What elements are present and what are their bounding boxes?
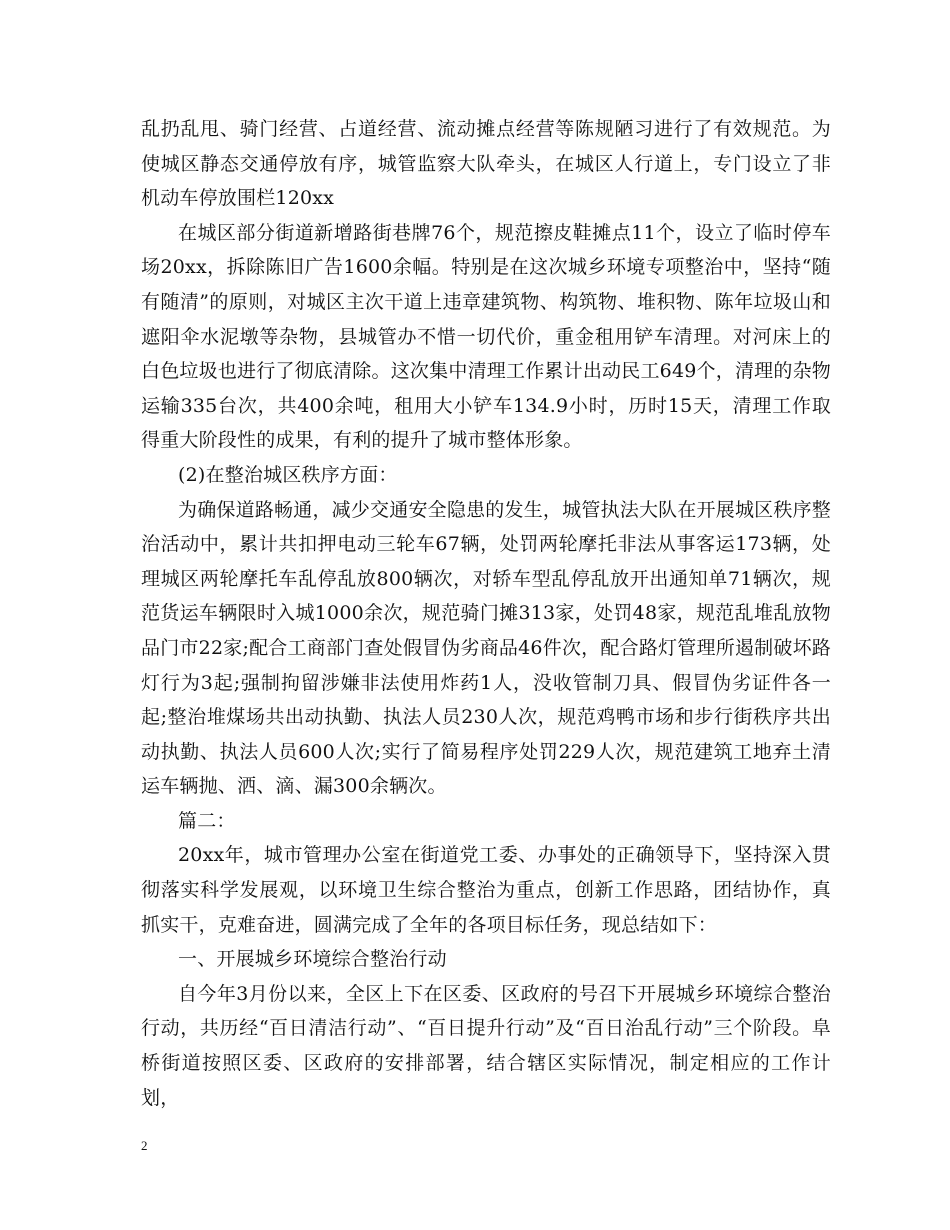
page-number: 2 xyxy=(141,1138,148,1153)
document-body xyxy=(141,112,831,1115)
article-heading-part-two: 篇二： xyxy=(178,809,236,832)
paragraph-environment-action: 自今年3月份以来，全区上下在区委、区政府的号召下开展城乡环境综合整治行动，共历经“百日清洁行动”、“百日提升行动”及“百日治乱行动”三个阶段。阜桥街道按照区委、区政府的安排部署，结合辖区实际情况，制定相应的工作计划， xyxy=(141,982,831,1109)
section-heading-city-order: (2)在整治城区秩序方面： xyxy=(178,463,398,486)
paragraph-traffic-safety: 为确保道路畅通，减少交通安全隐患的发生，城管执法大队在开展城区秩序整治活动中，累计共扣押电动三轮车67辆，处罚两轮摩托非法从事客运173辆，处理城区两轮摩托车乱停乱放800辆次，对轿车型乱停乱放开出通知单71辆次，规范货运车辆限时入城1000余次，规范骑门摊313家，处罚48家，规范乱堆乱放物品门市22家;配合工商部门查处假冒伪劣商品46件次，配合路灯管理所遏制破坏路灯行为3起;强制拘留涉嫌非法使用炸药1人，没收管制刀具、假冒伪劣证件各一起;整治堆煤场共出动执勤、执法人员230人次，规范鸡鸭市场和步行街秩序共出动执勤、执法人员600人次;实行了简易程序处罚229人次，规范建筑工地弃土清运车辆抛、洒、滴、漏300余辆次。 xyxy=(141,498,831,798)
paragraph-continuation: 乱扔乱甩、骑门经营、占道经营、流动摊点经营等陈规陋习进行了有效规范。为使城区静态交通停放有序，城管监察大队牵头，在城区人行道上，专门设立了非机动车停放围栏120xx xyxy=(141,118,831,210)
paragraph-street-signs: 在城区部分街道新增路街巷牌76个，规范擦皮鞋摊点11个，设立了临时停车场20xx，拆除陈旧广告1600余幅。特别是在这次城乡环境专项整治中，坚持“随有随清”的原则，对城区主次干道上违章建筑物、构筑物、堆积物、陈年垃圾山和遮阳伞水泥墩等杂物，县城管办不惜一切代价，重金租用铲车清理。对河床上的白色垃圾也进行了彻底清除。这次集中清理工作累计出动民工649个，清理的杂物运输335台次，共400余吨，租用大小铲车134.9小时，历时15天，清理工作取得重大阶段性的成果，有利的提升了城市整体形象。 xyxy=(141,221,831,452)
paragraph-annual-summary: 20xx年，城市管理办公室在街道党工委、办事处的正确领导下，坚持深入贯彻落实科学发展观，以环境卫生综合整治为重点，创新工作思路，团结协作，真抓实干，克难奋进，圆满完成了全年的各项目标任务，现总结如下： xyxy=(141,844,831,936)
section-heading-environment: 一、开展城乡环境综合整治行动 xyxy=(178,948,447,971)
